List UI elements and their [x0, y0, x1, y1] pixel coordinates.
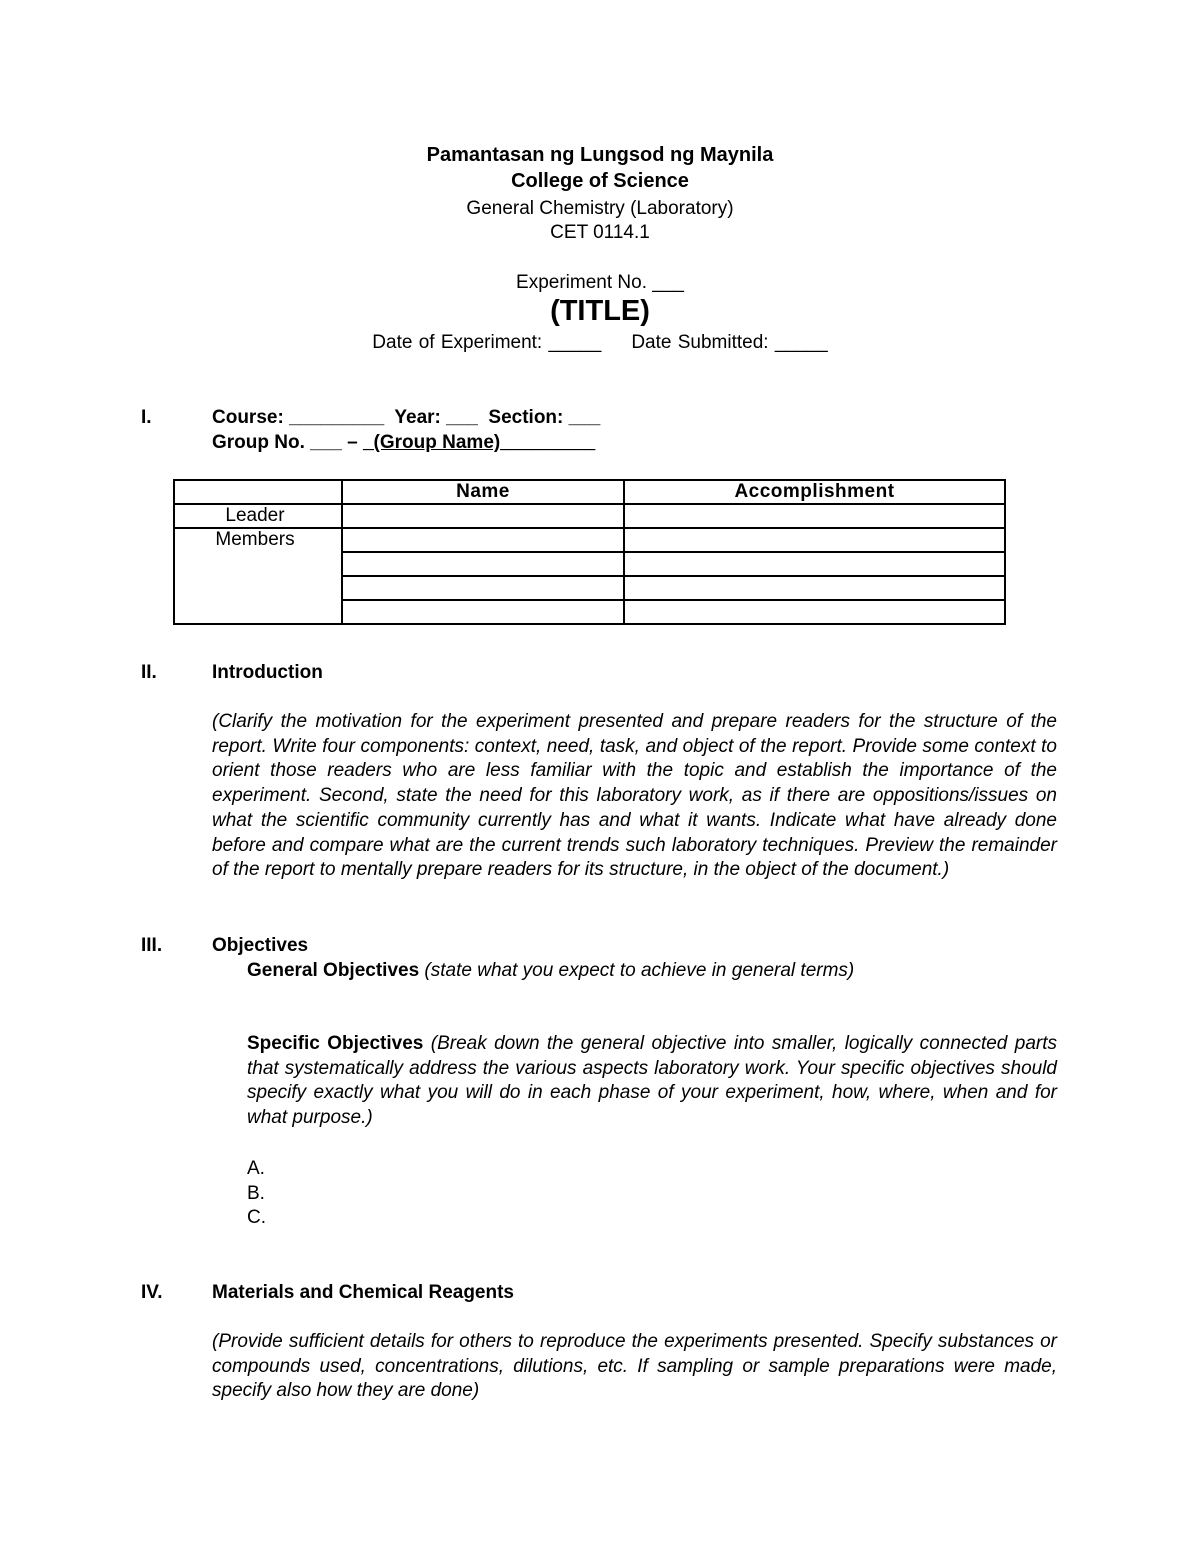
general-objectives-note: (state what you expect to achieve in general terms)	[419, 960, 855, 981]
group-members-table	[173, 479, 1006, 625]
specific-objectives-paragraph	[247, 1032, 1057, 1131]
leader-label: Leader	[174, 504, 342, 528]
group-name: _(Group Name)_________	[362, 432, 596, 453]
experiment-number: Experiment No. ___	[516, 272, 684, 293]
group-line	[212, 432, 595, 454]
course-code: CET 0114.1	[550, 222, 650, 243]
course-title: General Chemistry (Laboratory)	[466, 198, 734, 219]
header-accomplishment: Accomplishment	[624, 480, 1005, 504]
materials-heading: Materials and Chemical Reagents	[212, 1282, 514, 1303]
specific-objectives-label: Specific Objectives	[247, 1033, 424, 1054]
member-name-cell[interactable]	[342, 600, 624, 624]
leader-name-cell[interactable]	[342, 504, 624, 528]
member-name-cell[interactable]	[342, 528, 624, 552]
member-accomplishment-cell[interactable]	[624, 600, 1005, 624]
objectives-heading: Objectives	[212, 935, 309, 956]
section-number-3: III.	[141, 935, 163, 956]
university-name: Pamantasan ng Lungsod ng Maynila	[426, 144, 774, 166]
date-of-experiment: Date of Experiment: _____	[372, 332, 602, 353]
member-accomplishment-cell[interactable]	[624, 528, 1005, 552]
section-number-2: II.	[141, 662, 157, 683]
introduction-heading: Introduction	[212, 662, 323, 683]
objective-item-a: A.	[247, 1158, 265, 1179]
header-name: Name	[342, 480, 624, 504]
table-row	[174, 528, 1005, 552]
member-accomplishment-cell[interactable]	[624, 576, 1005, 600]
introduction-body: (Clarify the motivation for the experiment presented and prepare readers for the structure of the report. Write four components: context, need, task, and object of the report. Provide some context to orient those readers who are less familiar with the topic and establish the importance of the experiment. Second, state the need for this laboratory work, as if there are oppositions/issues on what the scientific community currently has and what it wants. Indicate what have already done before and compare what are the current trends such laboratory techniques. Preview the remainder of the report to mentally prepare readers for its structure, in the object of the document.)	[212, 711, 1057, 881]
course-year-section-line: Course: _________ Year: ___ Section: ___	[212, 407, 601, 428]
table-header-row	[174, 480, 1005, 504]
objective-item-c: C.	[247, 1207, 266, 1228]
members-label: Members	[174, 528, 342, 624]
date-submitted: Date Submitted: _____	[631, 332, 828, 353]
document-title: (TITLE)	[550, 295, 650, 327]
date-line	[0, 332, 1200, 354]
materials-body: (Provide sufficient details for others to reproduce the experiments presented. Specify substances or compounds used, concentrations, dilutions, etc. If sampling or sample preparations were made, specify also how they are done)	[212, 1331, 1057, 1402]
college-name: College of Science	[511, 170, 689, 192]
section-number-4: IV.	[141, 1282, 163, 1303]
member-name-cell[interactable]	[342, 576, 624, 600]
member-name-cell[interactable]	[342, 552, 624, 576]
general-objectives-label: General Objectives	[247, 960, 420, 981]
table-row	[174, 504, 1005, 528]
group-number: Group No. ___ –	[212, 432, 363, 453]
section-number-1: I.	[141, 407, 152, 428]
header-role	[174, 480, 342, 504]
objective-item-b: B.	[247, 1183, 265, 1204]
specific-objectives-note: (Break down the general objective into smaller, logically connected parts that systematically address the various aspects laboratory work. Your specific objectives should specify exactly what you will do in each phase of your experiment, how, where, when and for what purpose.)	[247, 1033, 1057, 1129]
member-accomplishment-cell[interactable]	[624, 552, 1005, 576]
general-objectives-line	[247, 960, 854, 982]
leader-accomplishment-cell[interactable]	[624, 504, 1005, 528]
